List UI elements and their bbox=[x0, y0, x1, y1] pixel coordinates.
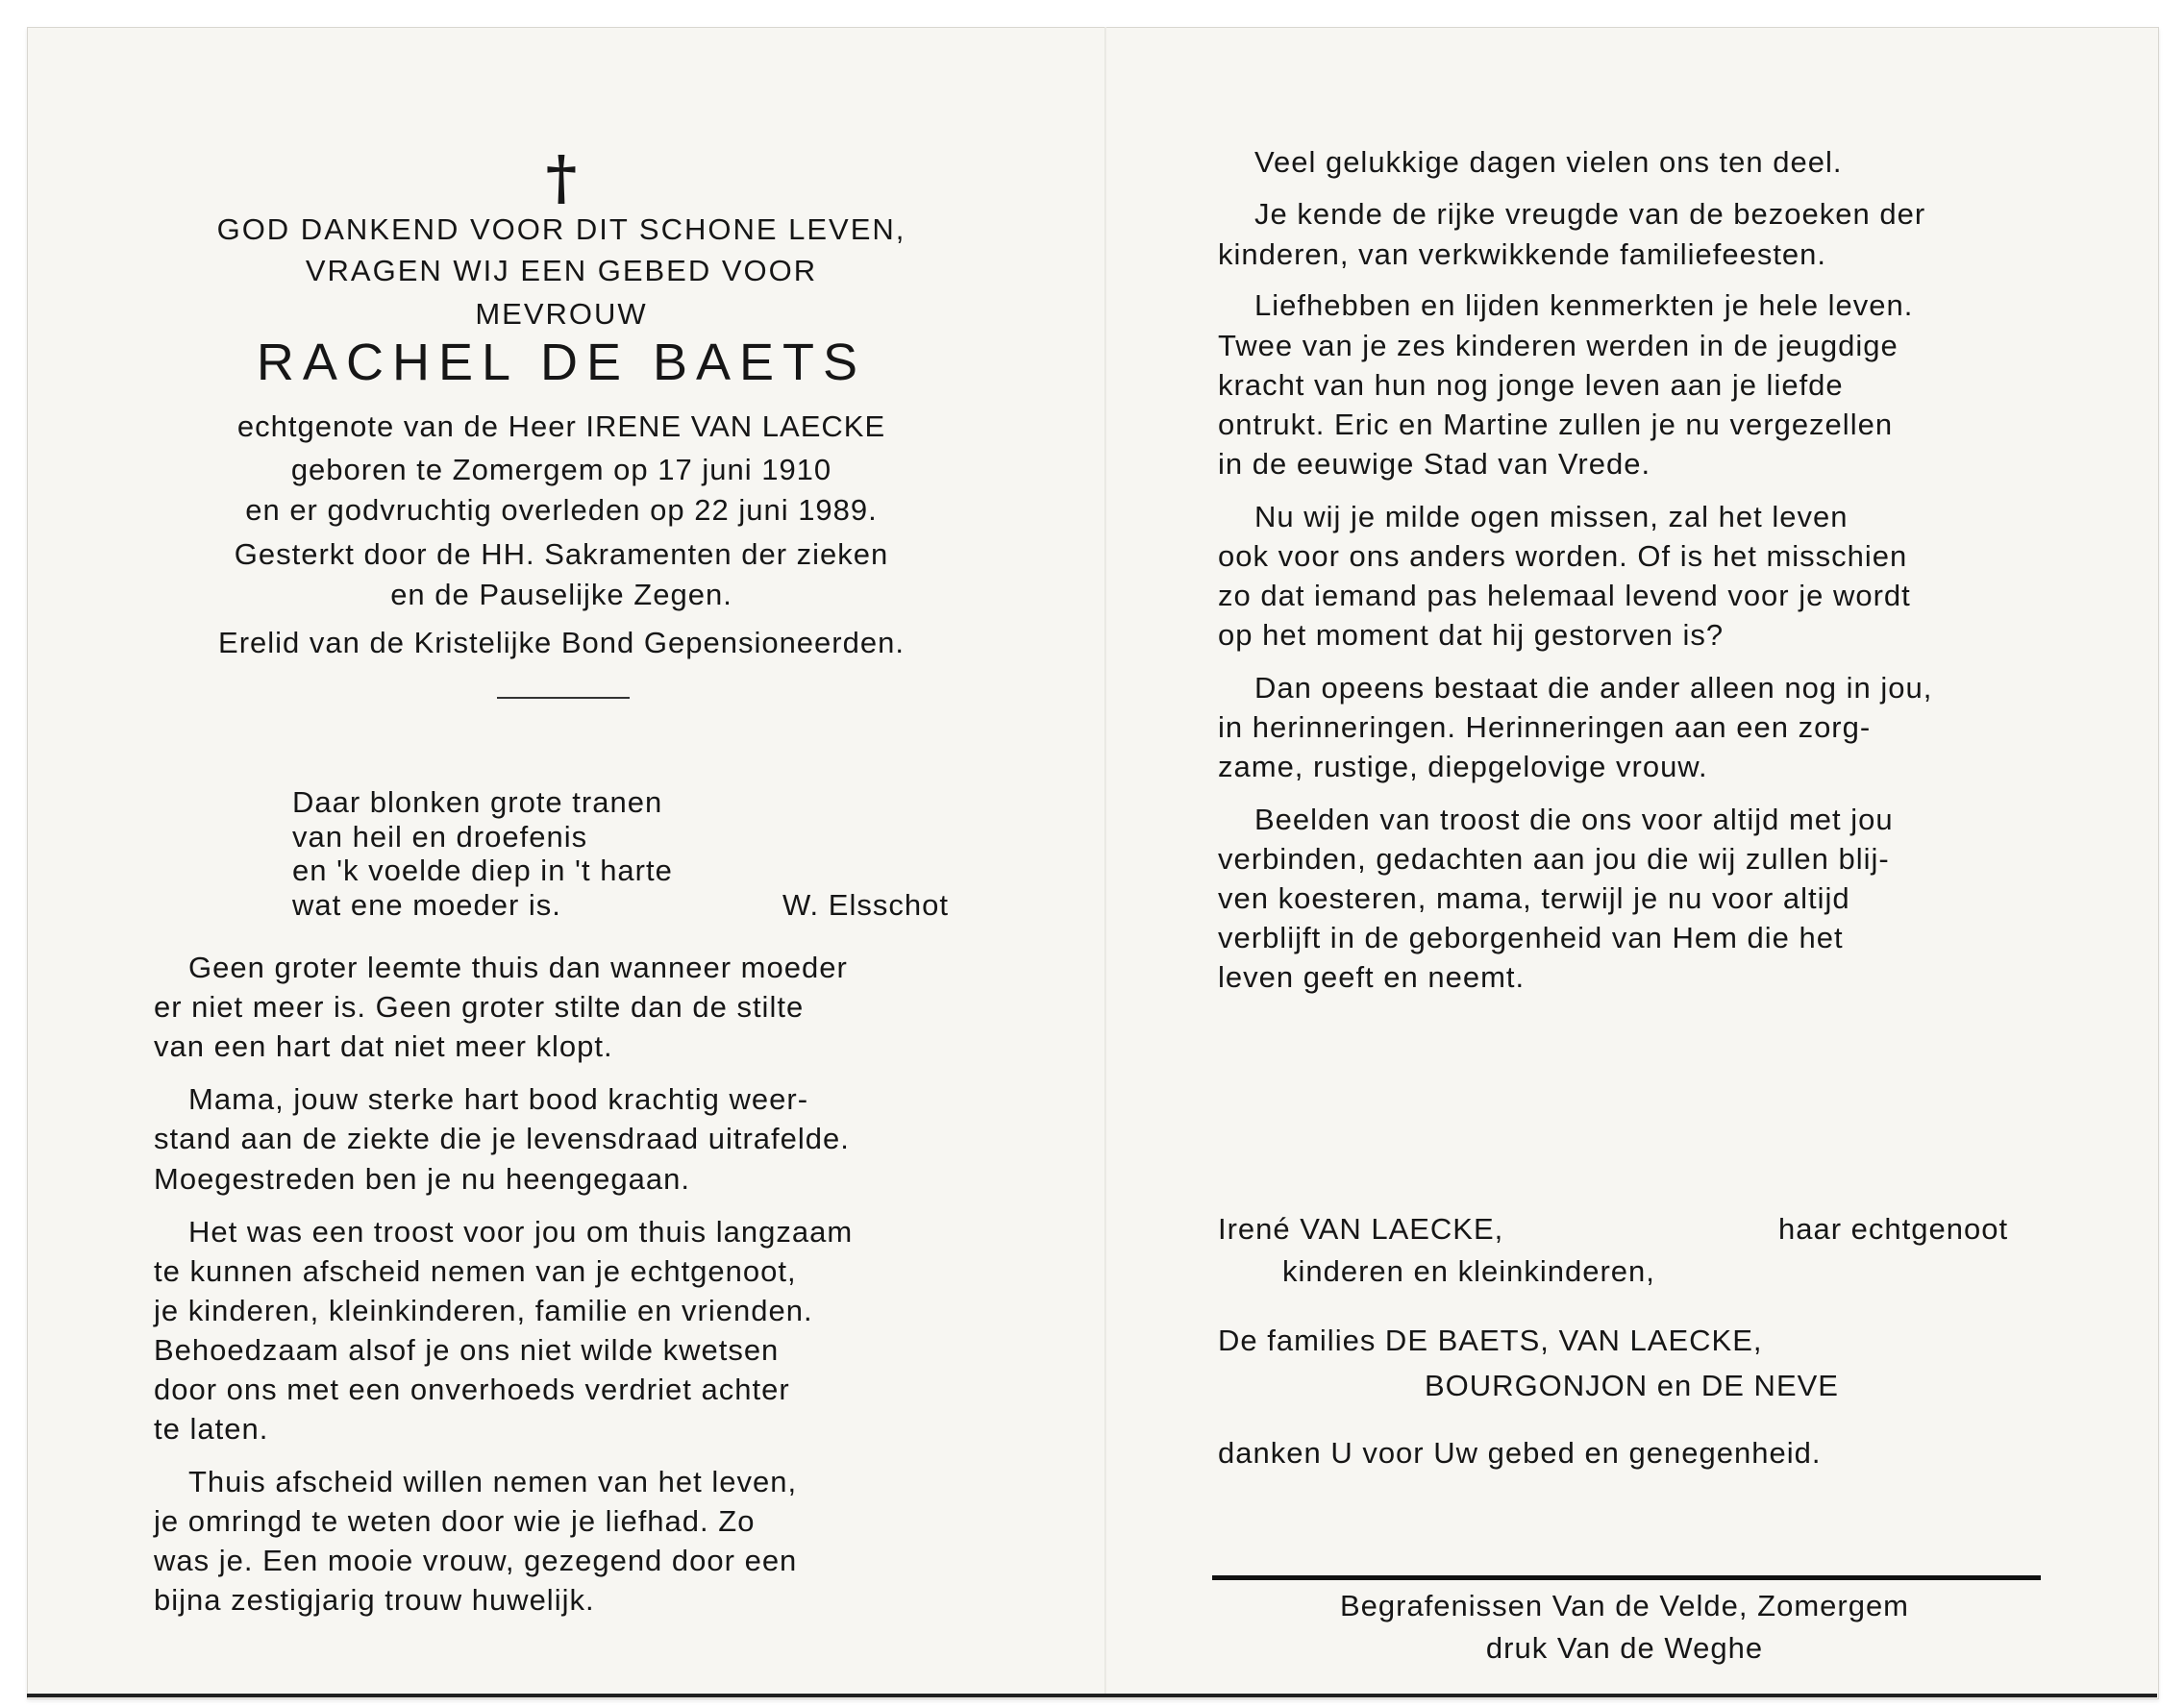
detail-line: en er godvruchtig overleden op 22 juni 1989. bbox=[245, 493, 878, 527]
paragraph-line: Het was een troost voor jou om thuis langzaam bbox=[188, 1215, 854, 1249]
paragraph-line: Mama, jouw sterke hart bood krachtig weer- bbox=[188, 1082, 809, 1116]
children-line: kinderen en kleinkinderen, bbox=[1282, 1254, 1655, 1288]
paragraph-line: bijna zestigjarig trouw huwelijk. bbox=[154, 1583, 595, 1617]
funeral-home: Begrafenissen Van de Velde, Zomergem bbox=[1339, 1589, 1910, 1622]
detail-line: Gesterkt door de HH. Sakramenten der zieken bbox=[234, 537, 889, 571]
paragraph-line: er niet meer is. Geen groter stilte dan de stilte bbox=[154, 990, 805, 1024]
paragraph-line: Thuis afscheid willen nemen van het leven, bbox=[188, 1465, 798, 1498]
poem-line: Daar blonken grote tranen bbox=[292, 785, 663, 819]
paragraph-line: Behoedzaam alsof je ons niet wilde kwetsen bbox=[154, 1333, 780, 1367]
paragraph-line: was je. Een mooie vrouw, gezegend door een bbox=[154, 1544, 798, 1577]
paragraph-line: Moegestreden ben je nu heengegaan. bbox=[154, 1162, 690, 1196]
paragraph-line: leven geeft en neemt. bbox=[1218, 960, 1526, 994]
poem-line: wat ene moeder is. bbox=[292, 888, 561, 922]
families-line: BOURGONJON en DE NEVE bbox=[1425, 1369, 1839, 1402]
paragraph-line: Geen groter leemte thuis dan wanneer moeder bbox=[188, 951, 848, 984]
paragraph-line: Veel gelukkige dagen vielen ons ten deel. bbox=[1254, 145, 1843, 179]
header-line: VRAGEN WIJ EEN GEBED VOOR bbox=[305, 254, 818, 287]
printer: druk Van de Weghe bbox=[1485, 1631, 1764, 1665]
thanks-line: danken U voor Uw gebed en genegenheid. bbox=[1218, 1436, 1822, 1470]
paragraph-line: in de eeuwige Stad van Vrede. bbox=[1218, 447, 1651, 481]
header-line: GOD DANKEND VOOR DIT SCHONE LEVEN, bbox=[216, 212, 906, 246]
paragraph-line: van een hart dat niet meer klopt. bbox=[154, 1029, 613, 1063]
deceased-name: RACHEL DE BAETS bbox=[256, 334, 867, 391]
divider bbox=[497, 697, 630, 699]
paragraph-line: kracht van hun nog jonge leven aan je liefde bbox=[1218, 368, 1844, 402]
paragraph-line: ontrukt. Eric en Martine zullen je nu vergezellen bbox=[1218, 408, 1894, 441]
detail-line: Erelid van de Kristelijke Bond Gepensioneerden. bbox=[218, 626, 905, 659]
paragraph-line: Dan opeens bestaat die ander alleen nog in jou, bbox=[1254, 671, 1933, 705]
cross-icon: † bbox=[545, 142, 578, 212]
paragraph-line: zo dat iemand pas helemaal levend voor je wordt bbox=[1218, 579, 1911, 612]
paragraph-line: je kinderen, kleinkinderen, familie en vrienden. bbox=[154, 1294, 813, 1327]
paragraph-line: je omringd te weten door wie je liefhad. Zo bbox=[154, 1504, 756, 1538]
paragraph-line: verbinden, gedachten aan jou die wij zullen blij- bbox=[1218, 842, 1890, 876]
card-fold bbox=[1104, 27, 1106, 1697]
detail-line: echtgenote van de Heer IRENE VAN LAECKE bbox=[236, 409, 886, 443]
spouse-role: haar echtgenoot bbox=[1778, 1212, 2009, 1246]
poem-line: van heil en droefenis bbox=[292, 820, 588, 854]
header-line: MEVROUW bbox=[475, 297, 648, 331]
paragraph-line: in herinneringen. Herinneringen aan een zorg- bbox=[1218, 710, 1872, 744]
paragraph-line: Je kende de rijke vreugde van de bezoeken der bbox=[1254, 197, 1926, 231]
paragraph-line: verblijft in de geborgenheid van Hem die het bbox=[1218, 921, 1844, 954]
paragraph-line: Twee van je zes kinderen werden in de jeugdige bbox=[1218, 329, 1899, 362]
spouse-name: Irené VAN LAECKE, bbox=[1218, 1212, 1504, 1246]
paragraph-line: kinderen, van verkwikkende familiefeesten. bbox=[1218, 237, 1827, 271]
paragraph-line: op het moment dat hij gestorven is? bbox=[1218, 618, 1725, 652]
detail-line: en de Pauselijke Zegen. bbox=[390, 578, 732, 611]
poem-line: en 'k voelde diep in 't harte bbox=[292, 854, 673, 887]
paragraph-line: Liefhebben en lijden kenmerkten je hele leven. bbox=[1254, 288, 1914, 322]
families-line: De families DE BAETS, VAN LAECKE, bbox=[1218, 1324, 1763, 1357]
paragraph-line: te kunnen afscheid nemen van je echtgenoot, bbox=[154, 1254, 797, 1288]
footer-divider bbox=[1212, 1575, 2041, 1580]
card-bottom-edge bbox=[27, 1694, 2157, 1697]
paragraph-line: Nu wij je milde ogen missen, zal het leven bbox=[1254, 500, 1849, 533]
paragraph-line: door ons met een onverhoeds verdriet achter bbox=[154, 1373, 790, 1406]
paragraph-line: Beelden van troost die ons voor altijd met jou bbox=[1254, 803, 1894, 836]
paragraph-line: zame, rustige, diepgelovige vrouw. bbox=[1218, 750, 1708, 783]
paragraph-line: stand aan de ziekte die je levensdraad uitrafelde. bbox=[154, 1122, 850, 1155]
poem-author: W. Elsschot bbox=[782, 888, 949, 922]
detail-line: geboren te Zomergem op 17 juni 1910 bbox=[290, 453, 832, 486]
paragraph-line: te laten. bbox=[154, 1412, 269, 1446]
paragraph-line: ven koesteren, mama, terwijl je nu voor altijd bbox=[1218, 881, 1850, 915]
paragraph-line: ook voor ons anders worden. Of is het misschien bbox=[1218, 539, 1908, 573]
